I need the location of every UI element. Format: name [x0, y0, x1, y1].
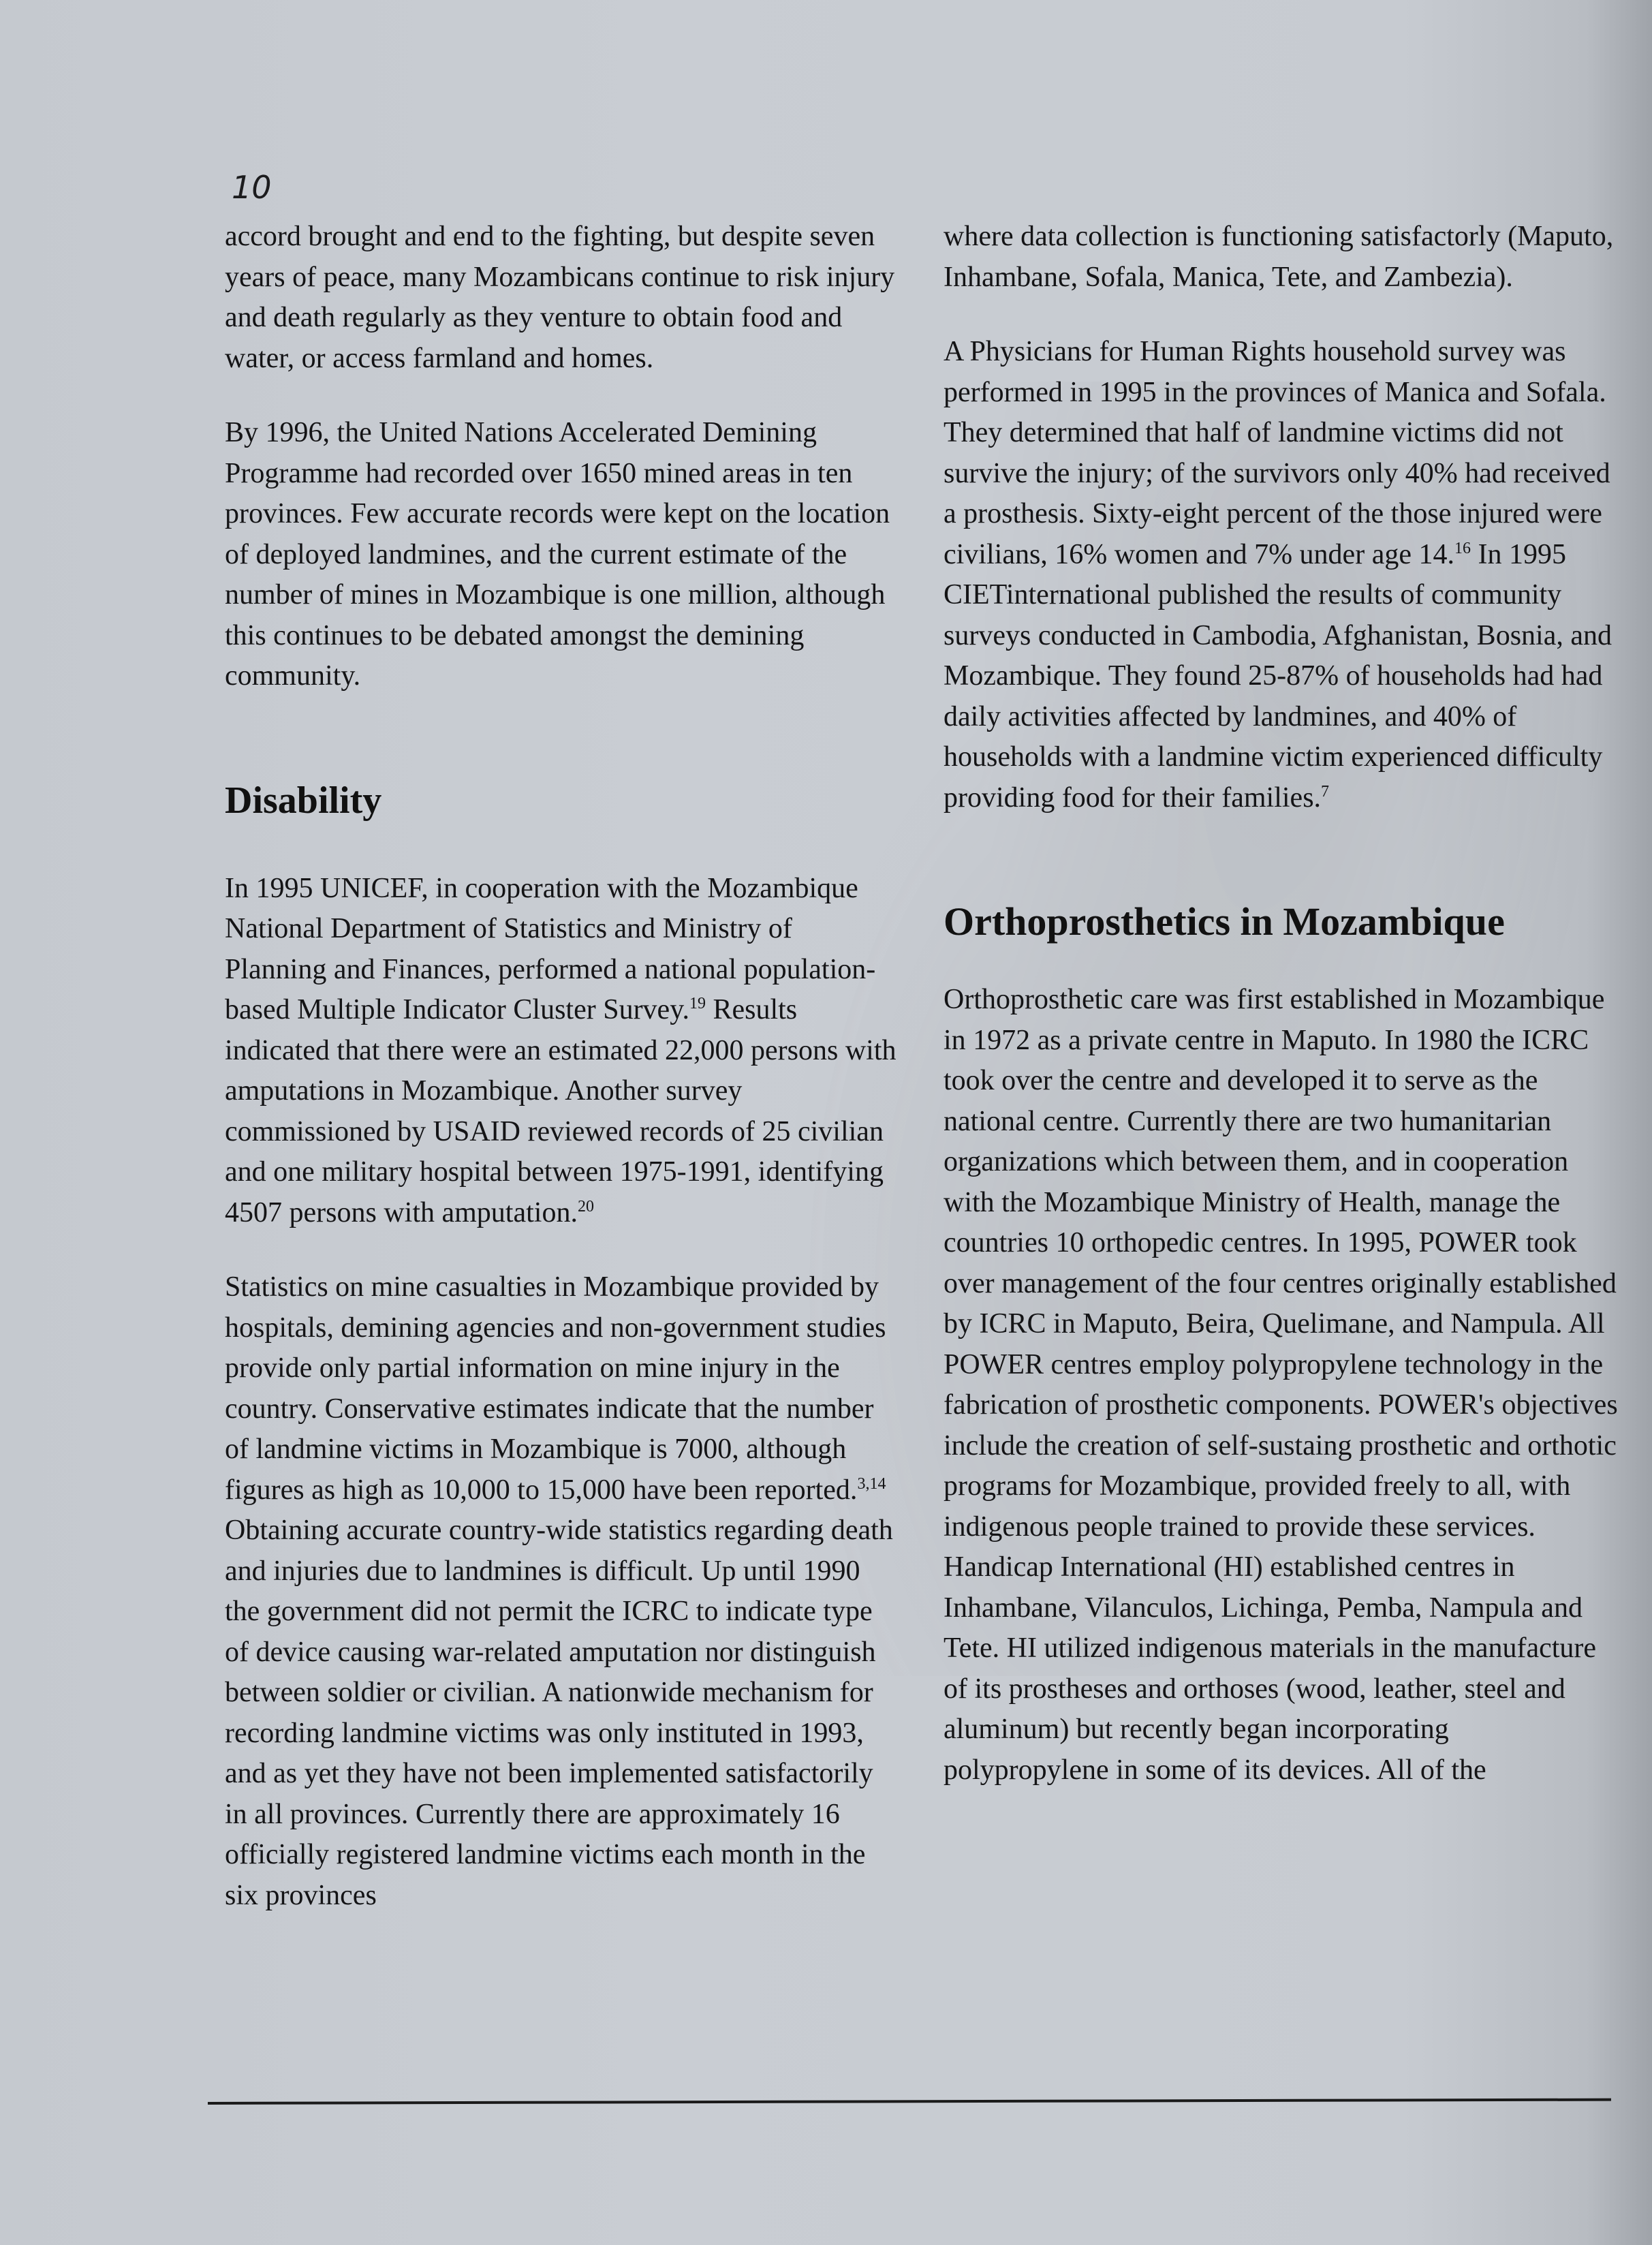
disability-heading: Disability — [225, 779, 382, 822]
phr-text: A Physicians for Human Rights household survey was performed in 1995 in the provinces of Manica and Sofala. They determined that half of landmine victims did not survive the injury; of the survivors only 40% had received a prosthesis. Sixty-eight percent of the those injured were civilians, 16% women and 7% under age 14. — [944, 336, 1610, 570]
citation-7: 7 — [1321, 782, 1330, 801]
statistics-text: Statistics on mine casualties in Mozambique provided by hospitals, demining agencies and non-government studies provide only partial information on mine injury in the country. Conservative estimates indicate that the number of landmine victims in Mozambique is 7000, although figures as high as 10,000 to 15,000 have been reported. — [225, 1271, 886, 1506]
provinces-paragraph: where data collection is functioning satisfactorly (Maputo, Inhambane, Sofala, Manica, Tete, and Zambezia). — [944, 221, 1614, 293]
orthoprosthetics-paragraph: Orthoprosthetic care was first established in Mozambique in 1972 as a private centre in Maputo. In 1980 the ICRC took over the centre and developed it to serve as the national centre. Currently there are two humanitarian organizations which between them, and in cooperation with the Mozambique Ministry of Health, manage the countries 10 orthopedic centres. In 1995, POWER took over management of the four centres originally established by ICRC in Maputo, Beira, Quelimane, and Nampula. All POWER centres employ polypropylene technology in the fabrication of prosthetic components. POWER's objectives include the creation of self-sustaing prosthetic and orthotic programs for Mozambique, provided freely to all, with indigenous people trained to provide these services. Handicap International (HI) established centres in Inhambane, Vilanculos, Lichinga, Pemba, Nampula and Tete. HI utilized indigenous materials in the manufacture of its prostheses and orthoses (wood, leather, steel and aluminum) but recently began incorporating polypropylene in some of its devices. All of the — [944, 984, 1618, 1786]
intro-paragraph: accord brought and end to the fighting, but despite seven years of peace, many Mozambicans continue to risk injury and death regularly as they venture to obtain food and water, or access farmland and homes. — [225, 221, 895, 374]
citation-3-14: 3,14 — [857, 1474, 886, 1493]
demining-paragraph: By 1996, the United Nations Accelerated Demining Programme had recorded over 1650 mined areas in ten provinces. Few accurate records were kept on the location of deployed landmines, and the current estimate of the number of mines in Mozambique is one million, although this continues to be debated amongst the demining community. — [225, 417, 890, 692]
phr-survey-paragraph — [944, 332, 1618, 818]
unicef-paragraph — [225, 869, 899, 1234]
orthoprosthetics-heading: Orthoprosthetics in Mozambique — [944, 899, 1505, 944]
footer-rule — [208, 2099, 1611, 2105]
citation-16: 16 — [1454, 539, 1471, 557]
left-column — [225, 217, 899, 1950]
statistics-text-2: Obtaining accurate country-wide statistics regarding death and injuries due to landmines is difficult. Up until 1990 the government did not permit the ICRC to indicate type of device causing war-related amputation nor distinguish between soldier or civilian. A nationwide mechanism for recording landmine victims was only instituted in 1993, and as yet they have not been implemented satisfactorily in all provinces. Currently there are approximately 16 officially registered landmine victims each month in the six provinces — [225, 1515, 893, 1911]
phr-text-2: In 1995 CIETinternational published the results of community surveys conducted in Cambodia, Afghanistan, Bosnia, and Mozambique. They found 25-87% of households had had daily activities affected by landmines, and 40% of households with a landmine victim experienced difficulty providing food for their families. — [944, 538, 1612, 814]
unicef-text: In 1995 UNICEF, in cooperation with the Mozambique National Department of Statistics and Ministry of Planning and Finances, performed a national population-based Multiple Indicator Cluster Survey. — [225, 872, 876, 1025]
citation-20: 20 — [577, 1197, 594, 1216]
right-column — [944, 217, 1618, 1825]
statistics-paragraph — [225, 1267, 899, 1916]
page-number: 10 — [232, 169, 272, 206]
citation-19: 19 — [689, 995, 706, 1012]
unicef-text-2: Results indicated that there were an estimated 22,000 persons with amputations in Mozambique. Another survey commissioned by USAID reviewed records of 25 civilian and one military hospital between 1975-1991, identifying 4507 persons with amputation. — [225, 994, 897, 1228]
